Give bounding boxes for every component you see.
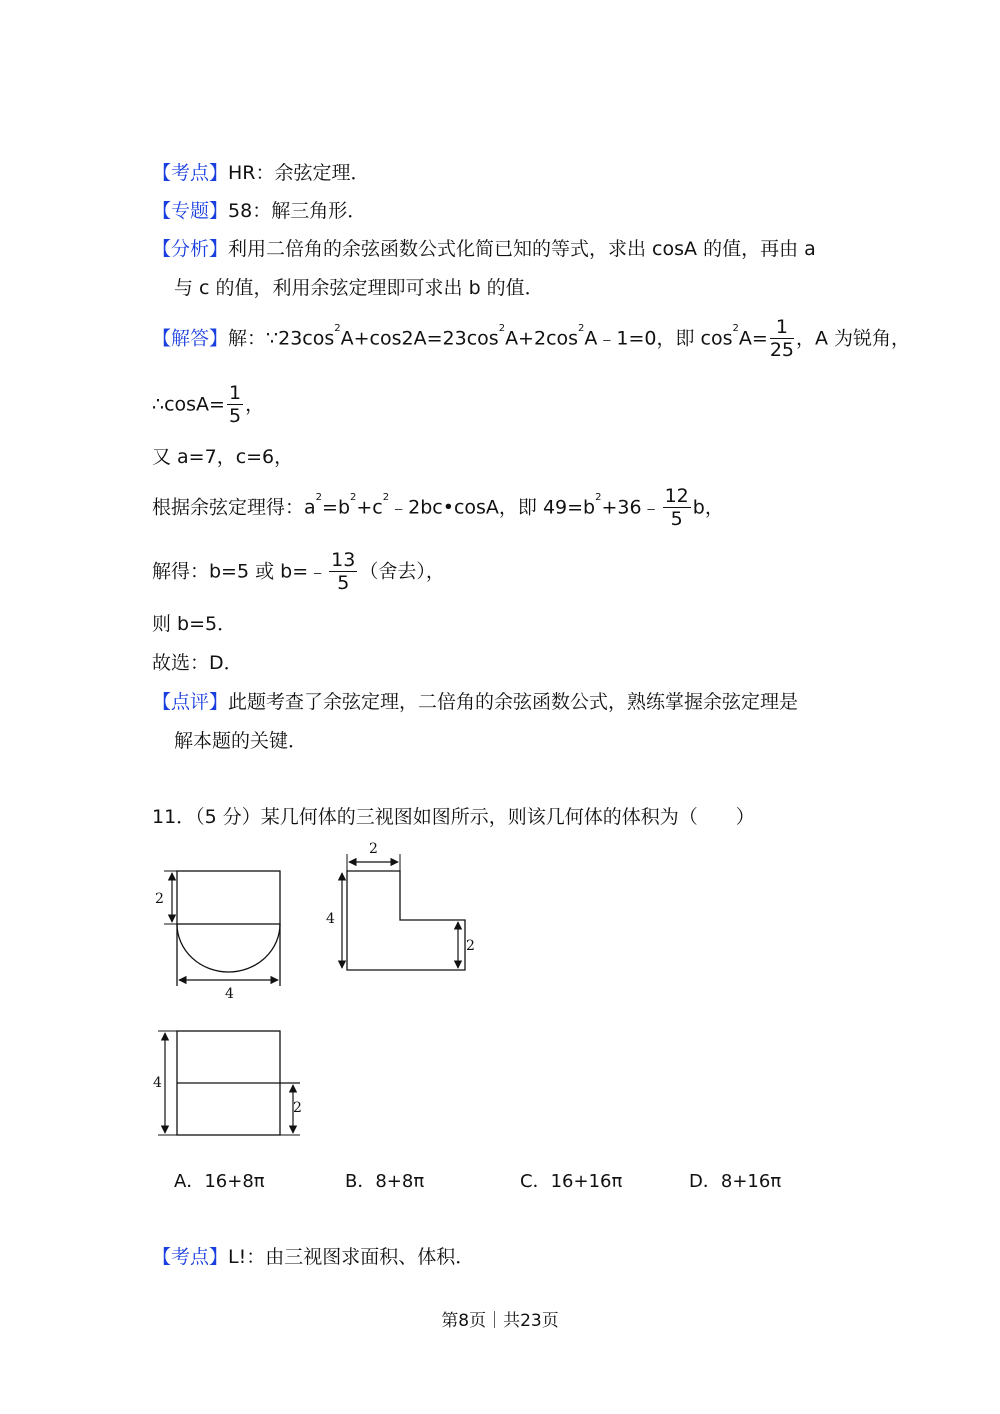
fraction-numerator: 13 xyxy=(331,549,356,571)
step-law-line xyxy=(152,487,724,529)
q11-kaodian-tag: 【考点】 xyxy=(152,1246,229,1268)
option-d-label: D． xyxy=(689,1171,721,1192)
option-a xyxy=(174,1170,265,1194)
fraction-1-25 xyxy=(770,318,794,360)
step-law-p6: b， xyxy=(692,496,724,519)
fenxi-line-1 xyxy=(152,236,816,262)
fraction-12-5 xyxy=(663,487,691,529)
option-b-text: 8+8π xyxy=(375,1171,425,1192)
side-height-label: 4 xyxy=(326,911,335,927)
option-b xyxy=(345,1170,424,1194)
front-width-label: 4 xyxy=(225,986,234,1002)
option-d-text: 8+16π xyxy=(720,1171,782,1192)
jieda-p4: A﹣1=0，即 cos xyxy=(584,327,733,350)
fraction-denominator: 5 xyxy=(228,405,242,427)
jieda-sup-2: 2 xyxy=(498,323,506,334)
step-law-p3: +c xyxy=(356,496,383,519)
kaodian-line xyxy=(152,160,370,186)
fenxi-tag: 【分析】 xyxy=(152,238,229,260)
option-c-label: C． xyxy=(520,1171,551,1192)
jieda-p6: ，A 为锐角， xyxy=(796,327,911,350)
dianping-line-2: 解本题的关键． xyxy=(174,730,308,752)
step-then-line: 则 b=5． xyxy=(152,613,237,635)
kaodian-text: HR：余弦定理． xyxy=(228,162,370,184)
zhuanti-line xyxy=(152,198,366,224)
jieda-p3: A+2cos xyxy=(505,327,579,350)
question-11-stem: 11．（5 分）某几何体的三视图如图所示，则该几何体的体积为（ ） xyxy=(152,806,755,828)
fraction-13-5 xyxy=(329,551,357,593)
step-ac-line: 又 a=7，c=6， xyxy=(152,446,294,468)
front-height-label: 2 xyxy=(155,891,164,907)
fraction-denominator: 25 xyxy=(769,339,795,361)
zhuanti-text: 58：解三角形． xyxy=(228,200,367,222)
step-solve-p1: 解得：b=5 或 b=﹣ xyxy=(152,560,328,583)
fraction-denominator: 5 xyxy=(670,508,683,530)
q11-kaodian-line xyxy=(152,1244,474,1270)
jieda-sup-3: 2 xyxy=(578,323,585,334)
step-law-p5: +36﹣ xyxy=(601,496,661,519)
jieda-line xyxy=(152,318,910,360)
fraction-denominator: 5 xyxy=(337,572,350,594)
fraction-numerator: 12 xyxy=(664,485,689,507)
fenxi-text-1: 利用二倍角的余弦函数公式化简已知的等式，求出 cosA 的值，再由 a xyxy=(228,238,816,260)
step-cos-pre: ∴cosA= xyxy=(152,393,225,416)
fraction-numerator: 1 xyxy=(228,382,242,404)
fenxi-line-2: 与 c 的值，利用余弦定理即可求出 b 的值． xyxy=(174,277,544,299)
option-a-text: 16+8π xyxy=(204,1171,265,1192)
option-b-label: B． xyxy=(345,1171,376,1192)
top-step-label: 2 xyxy=(293,1100,302,1116)
jieda-tag: 【解答】 xyxy=(152,327,229,350)
fraction-1-5 xyxy=(227,384,243,426)
dianping-text-1: 此题考查了余弦定理，二倍角的余弦函数公式，熟练掌握余弦定理是 xyxy=(228,691,799,713)
step-law-p1: 根据余弦定理得：a xyxy=(152,496,316,519)
step-law-p2: =b xyxy=(322,496,351,519)
top-view-diagram xyxy=(150,1026,310,1141)
dianping-tag: 【点评】 xyxy=(152,691,229,713)
law-sup-4: 2 xyxy=(595,492,602,503)
q11-kaodian-text: L!：由三视图求面积、体积． xyxy=(228,1246,475,1268)
jieda-p2: A+cos2A=23cos xyxy=(340,327,499,350)
front-rect xyxy=(177,871,280,924)
law-sup-2: 2 xyxy=(350,492,357,503)
step-cos-post: ， xyxy=(245,393,265,416)
step-law-p4: ﹣2bc•cosA，即 49=b xyxy=(389,496,596,519)
jieda-sup-4: 2 xyxy=(732,323,739,334)
side-l-shape xyxy=(347,871,465,970)
step-solve-p2: （舍去）， xyxy=(359,560,445,583)
jieda-p1: 解：∵23cos xyxy=(228,327,335,350)
side-view-diagram xyxy=(322,836,482,976)
side-top-label: 2 xyxy=(369,841,378,857)
step-solve-line xyxy=(152,551,445,593)
step-cos-line xyxy=(152,384,264,426)
option-d xyxy=(689,1170,781,1194)
jieda-p5: A= xyxy=(738,327,768,350)
option-c-text: 16+16π xyxy=(550,1171,623,1192)
front-semicircle xyxy=(177,924,280,972)
side-step-label: 2 xyxy=(466,938,475,954)
law-sup-3: 2 xyxy=(382,492,390,503)
option-c xyxy=(520,1170,622,1194)
top-height-label: 4 xyxy=(153,1075,162,1091)
option-a-label: A． xyxy=(174,1171,205,1192)
zhuanti-tag: 【专题】 xyxy=(152,200,229,222)
page-footer: 第8页｜共23页 xyxy=(441,1311,559,1331)
step-choice-line: 故选：D． xyxy=(152,652,243,674)
jieda-sup-1: 2 xyxy=(334,323,341,334)
kaodian-tag: 【考点】 xyxy=(152,162,229,184)
law-sup-1: 2 xyxy=(315,492,323,503)
dianping-line-1 xyxy=(152,689,798,715)
fraction-numerator: 1 xyxy=(770,318,794,339)
front-view-diagram xyxy=(150,862,290,1002)
